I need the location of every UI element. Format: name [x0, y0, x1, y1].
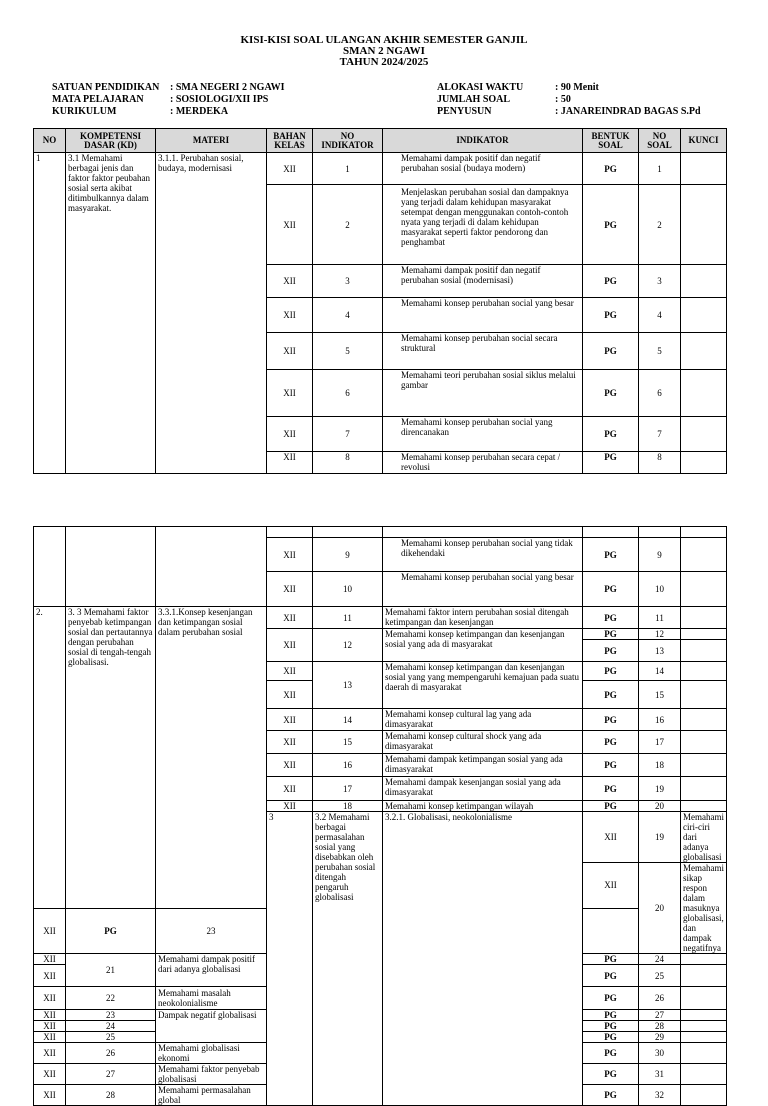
indikator-cell: Memahami konsep perubahan secara cepat / revolusi	[383, 452, 583, 474]
noind-cell: 28	[66, 1085, 156, 1106]
nosoal-cell: 3	[639, 265, 681, 298]
kelas-cell: XII	[583, 863, 639, 909]
nosoal-cell: 9	[639, 538, 681, 572]
doc-title: KISI-KISI SOAL ULANGAN AKHIR SEMESTER GANJIL	[240, 34, 528, 46]
kelas-cell: XII	[267, 538, 313, 572]
indikator-cell: Memahami sikap respon dalam masuknya globalisasi, dan dampak negatifnya	[681, 863, 727, 954]
kunci-cell	[681, 987, 727, 1010]
bentuk-cell: PG	[583, 333, 639, 370]
indikator-cell: Memahami ciri-ciri dari adanya globalisasi	[681, 812, 727, 863]
noind-cell: 16	[313, 754, 383, 777]
noind-cell: 5	[313, 333, 383, 370]
kunci-cell	[681, 607, 727, 629]
indikator-cell: Memahami faktor intern perubahan sosial ditengah ketimpangan dan kesenjangan	[383, 607, 583, 629]
bentuk-cell: PG	[583, 572, 639, 607]
bentuk-cell: PG	[583, 1064, 639, 1085]
noind-cell: 25	[66, 1032, 156, 1043]
bentuk-cell: PG	[583, 607, 639, 629]
indikator-cell: Memahami konsep perubahan social yang direncanakan	[383, 417, 583, 452]
kunci-cell	[681, 640, 727, 662]
doc-school: SMAN 2 NGAWI	[343, 45, 425, 57]
kd-text: 3.1 Memahami berbagai jenis dan faktor faktor peubahan sosial serta akibat ditimbulkannya dalam masyarakat.	[66, 153, 156, 474]
col-kd: KOMPETENSI DASAR (KD)	[66, 129, 156, 153]
nosoal-cell: 28	[639, 1021, 681, 1032]
kd-number: 2.	[34, 607, 66, 909]
noind-cell: 19	[639, 812, 681, 863]
bentuk-cell: PG	[583, 417, 639, 452]
bentuk-cell: PG	[583, 452, 639, 474]
bentuk-cell: PG	[583, 709, 639, 731]
kelas-cell: XII	[34, 965, 66, 987]
indikator-cell: Memahami konsep ketimpangan wilayah	[383, 801, 583, 812]
nosoal-cell: 1	[639, 153, 681, 185]
noind-cell: 9	[313, 538, 383, 572]
col-materi: MATERI	[156, 129, 267, 153]
indikator-cell: Menjelaskan perubahan sosial dan dampaknya yang terjadi dalam kehidupan masyarakat setempat dengan menggunakan contoh-contoh nyata yang terjadi di dalam kehidupan masyarakat seperti faktor pendorong dan penghambat	[383, 185, 583, 265]
noind-cell: 15	[313, 731, 383, 754]
bentuk-cell: PG	[583, 731, 639, 754]
kd-number: 1	[34, 153, 66, 474]
nosoal-cell: 20	[639, 801, 681, 812]
jumlah-value: : 50	[555, 94, 571, 105]
kunci-cell	[681, 1064, 727, 1085]
kelas-cell: XII	[267, 709, 313, 731]
nosoal-cell: 7	[639, 417, 681, 452]
kelas-cell: XII	[267, 572, 313, 607]
indikator-cell: Memahami konsep perubahan social yang tidak dikehendaki	[383, 538, 583, 572]
kunci-cell	[681, 1032, 727, 1043]
penyusun-value: : JANAREINDRAD BAGAS S.Pd	[555, 106, 701, 117]
noind-cell: 12	[313, 629, 383, 662]
kunci-cell	[681, 1043, 727, 1064]
kunci-cell	[681, 681, 727, 709]
waktu-value: : 90 Menit	[555, 82, 599, 93]
bentuk-cell: PG	[66, 908, 156, 954]
noind-cell: 27	[66, 1064, 156, 1085]
kunci-cell	[583, 908, 639, 954]
noind-cell: 18	[313, 801, 383, 812]
kelas-cell: XII	[267, 681, 313, 709]
bentuk-cell: PG	[583, 298, 639, 333]
kelas-cell: XII	[34, 1032, 66, 1043]
table-row	[34, 607, 727, 629]
col-bentuk: BENTUK SOAL	[583, 129, 639, 153]
kelas-cell: XII	[34, 1010, 66, 1021]
kunci-cell	[681, 709, 727, 731]
indikator-cell: Memahami dampak positif dari adanya globalisasi	[156, 954, 267, 987]
kunci-cell	[681, 1021, 727, 1032]
noind-cell: 10	[313, 572, 383, 607]
nosoal-cell: 32	[639, 1085, 681, 1106]
kelas-cell: XII	[267, 333, 313, 370]
kunci-cell	[681, 629, 727, 640]
kunci-cell	[681, 754, 727, 777]
kelas-cell: XII	[267, 417, 313, 452]
indikator-cell: Memahami konsep ketimpangan dan kesenjangan sosial yang ada di masyarakat	[383, 629, 583, 662]
nosoal-cell: 19	[639, 777, 681, 801]
bentuk-cell: PG	[583, 538, 639, 572]
indikator-cell: Memahami permasalahan global	[156, 1085, 267, 1106]
table-row	[34, 527, 727, 538]
indikator-cell: Memahami dampak positif dan negatif perubahan sosial (budaya modern)	[383, 153, 583, 185]
kunci-cell	[681, 417, 727, 452]
kurikulum-value: : MERDEKA	[170, 106, 229, 117]
kunci-cell	[681, 954, 727, 965]
kelas-cell: XII	[34, 1085, 66, 1106]
kelas-cell: XII	[267, 801, 313, 812]
materi-text: 3.2.1. Globalisasi, neokolonialisme	[383, 812, 583, 1106]
nosoal-cell: 25	[639, 965, 681, 987]
kunci-cell	[681, 538, 727, 572]
noind-cell: 6	[313, 370, 383, 417]
doc-year: TAHUN 2024/2025	[339, 56, 429, 68]
noind-cell: 8	[313, 452, 383, 474]
kelas-cell: XII	[34, 954, 66, 965]
noind-cell: 20	[639, 863, 681, 954]
indikator-cell: Memahami masalah neokolonialisme	[156, 987, 267, 1010]
indikator-cell: Memahami dampak kesenjangan sosial yang ada dimasyarakat	[383, 777, 583, 801]
satuan-label: SATUAN PENDIDIKAN	[52, 82, 160, 93]
kunci-cell	[681, 1010, 727, 1021]
noind-cell: 1	[313, 153, 383, 185]
indikator-cell: Memahami konsep perubahan social yang besar	[383, 298, 583, 333]
nosoal-cell: 8	[639, 452, 681, 474]
noind-cell: 3	[313, 265, 383, 298]
kunci-cell	[681, 1085, 727, 1106]
bentuk-cell: PG	[583, 640, 639, 662]
col-indikator: INDIKATOR	[383, 129, 583, 153]
materi-text: 3.3.1.Konsep kesenjangan dan ketimpangan sosial dalam perubahan sosial	[156, 607, 267, 909]
kelas-cell: XII	[267, 662, 313, 681]
kunci-cell	[681, 731, 727, 754]
kelas-cell: XII	[34, 1064, 66, 1085]
nosoal-cell: 24	[639, 954, 681, 965]
col-no: NO	[34, 129, 66, 153]
noind-cell: 11	[313, 607, 383, 629]
jumlah-label: JUMLAH SOAL	[437, 94, 511, 105]
indikator-cell: Dampak negatif globalisasi	[156, 1010, 267, 1043]
bentuk-cell: PG	[583, 1021, 639, 1032]
bentuk-cell: PG	[583, 681, 639, 709]
nosoal-cell: 6	[639, 370, 681, 417]
kelas-cell: XII	[267, 731, 313, 754]
nosoal-cell: 17	[639, 731, 681, 754]
nosoal-cell: 5	[639, 333, 681, 370]
kisi-table-part2	[33, 526, 727, 1106]
kelas-cell: XII	[34, 987, 66, 1010]
nosoal-cell: 18	[639, 754, 681, 777]
indikator-cell: Memahami konsep cultural lag yang ada dimasyarakat	[383, 709, 583, 731]
nosoal-cell: 14	[639, 662, 681, 681]
nosoal-cell: 11	[639, 607, 681, 629]
kelas-cell: XII	[267, 754, 313, 777]
bentuk-cell: PG	[583, 754, 639, 777]
kelas-cell: XII	[267, 452, 313, 474]
bentuk-cell: PG	[583, 965, 639, 987]
kunci-cell	[681, 370, 727, 417]
indikator-cell: Memahami dampak ketimpangan sosial yang ada dimasyarakat	[383, 754, 583, 777]
noind-cell: 22	[66, 987, 156, 1010]
kd-text: 3. 3 Memahami faktor penyebab ketimpangan sosial dan pertautannya dengan perubahan sosial di tengah-tengah globalisasi.	[66, 607, 156, 909]
kunci-cell	[681, 965, 727, 987]
kelas-cell: XII	[267, 777, 313, 801]
kelas-cell: XII	[267, 298, 313, 333]
noind-cell: 24	[66, 1021, 156, 1032]
bentuk-cell: PG	[583, 987, 639, 1010]
kunci-cell	[681, 298, 727, 333]
kelas-cell: XII	[267, 265, 313, 298]
waktu-label: ALOKASI WAKTU	[437, 82, 524, 93]
noind-cell: 4	[313, 298, 383, 333]
satuan-value: : SMA NEGERI 2 NGAWI	[170, 82, 285, 93]
kunci-cell	[681, 333, 727, 370]
kelas-cell: XII	[267, 153, 313, 185]
bentuk-cell: PG	[583, 370, 639, 417]
meta-left	[52, 82, 284, 118]
table-row	[34, 153, 727, 185]
nosoal-cell: 2	[639, 185, 681, 265]
nosoal-cell: 12	[639, 629, 681, 640]
kunci-cell	[681, 153, 727, 185]
bentuk-cell: PG	[583, 1043, 639, 1064]
penyusun-label: PENYUSUN	[437, 106, 492, 117]
kunci-cell	[681, 572, 727, 607]
kelas-cell: XII	[34, 1021, 66, 1032]
noind-cell: 7	[313, 417, 383, 452]
nosoal-cell: 29	[639, 1032, 681, 1043]
indikator-cell: Memahami konsep ketimpangan dan kesenjangan sosial yang yang mempengaruhi kemajuan pada suatu daerah di masyarakat	[383, 662, 583, 709]
mapel-label: MATA PELAJARAN	[52, 94, 144, 105]
col-kunci: KUNCI	[681, 129, 727, 153]
noind-cell: 21	[66, 954, 156, 987]
kelas-cell: XII	[267, 185, 313, 265]
bentuk-cell: PG	[583, 954, 639, 965]
kisi-table-part1	[33, 128, 727, 474]
noind-cell: 14	[313, 709, 383, 731]
kurikulum-label: KURIKULUM	[52, 106, 117, 117]
noind-cell: 13	[313, 662, 383, 709]
meta-right	[437, 82, 701, 118]
nosoal-cell: 30	[639, 1043, 681, 1064]
col-nosoal: NO SOAL	[639, 129, 681, 153]
materi-text: 3.1.1. Perubahan sosial, budaya, modernisasi	[156, 153, 267, 474]
kelas-cell: XII	[34, 1043, 66, 1064]
kunci-cell	[681, 185, 727, 265]
bentuk-cell: PG	[583, 1032, 639, 1043]
indikator-cell: Memahami dampak positif dan negatif perubahan sosial (modernisasi)	[383, 265, 583, 298]
kunci-cell	[681, 777, 727, 801]
bentuk-cell: PG	[583, 1085, 639, 1106]
kunci-cell	[681, 801, 727, 812]
kd-text: 3.2 Memahami berbagai permasalahan sosial yang disebabkan oleh perubahan sosial ditengah pengaruh globalisasi	[313, 812, 383, 1106]
col-noind: NO INDIKATOR	[313, 129, 383, 153]
indikator-cell: Memahami faktor penyebab globalisasi	[156, 1064, 267, 1085]
kelas-cell: XII	[583, 812, 639, 863]
nosoal-cell: 10	[639, 572, 681, 607]
kelas-cell: XII	[267, 629, 313, 662]
kelas-cell: XII	[267, 607, 313, 629]
bentuk-cell: PG	[583, 153, 639, 185]
bentuk-cell: PG	[583, 777, 639, 801]
kunci-cell	[681, 662, 727, 681]
indikator-cell: Memahami konsep perubahan social secara struktural	[383, 333, 583, 370]
noind-cell: 23	[66, 1010, 156, 1021]
nosoal-cell: 4	[639, 298, 681, 333]
mapel-value: : SOSIOLOGI/XII IPS	[170, 94, 269, 105]
nosoal-cell: 31	[639, 1064, 681, 1085]
bentuk-cell: PG	[583, 801, 639, 812]
noind-cell: 2	[313, 185, 383, 265]
indikator-cell: Memahami konsep cultural shock yang ada dimasyarakat	[383, 731, 583, 754]
header-row	[34, 129, 727, 153]
indikator-cell: Memahami teori perubahan sosial siklus melalui gambar	[383, 370, 583, 417]
col-bahan: BAHAN KELAS	[267, 129, 313, 153]
nosoal-cell: 23	[156, 908, 267, 954]
kelas-cell: XII	[34, 908, 66, 954]
noind-cell: 26	[66, 1043, 156, 1064]
nosoal-cell: 15	[639, 681, 681, 709]
nosoal-cell: 26	[639, 987, 681, 1010]
indikator-cell: Memahami globalisasi ekonomi	[156, 1043, 267, 1064]
bentuk-cell: PG	[583, 1010, 639, 1021]
kelas-cell: XII	[267, 370, 313, 417]
nosoal-cell: 16	[639, 709, 681, 731]
bentuk-cell: PG	[583, 662, 639, 681]
kunci-cell	[681, 265, 727, 298]
kd-number: 3	[267, 812, 313, 1106]
indikator-cell: Memahami konsep perubahan social yang besar	[383, 572, 583, 607]
bentuk-cell: PG	[583, 629, 639, 640]
nosoal-cell: 13	[639, 640, 681, 662]
noind-cell: 17	[313, 777, 383, 801]
nosoal-cell: 27	[639, 1010, 681, 1021]
bentuk-cell: PG	[583, 265, 639, 298]
bentuk-cell: PG	[583, 185, 639, 265]
kunci-cell	[681, 452, 727, 474]
